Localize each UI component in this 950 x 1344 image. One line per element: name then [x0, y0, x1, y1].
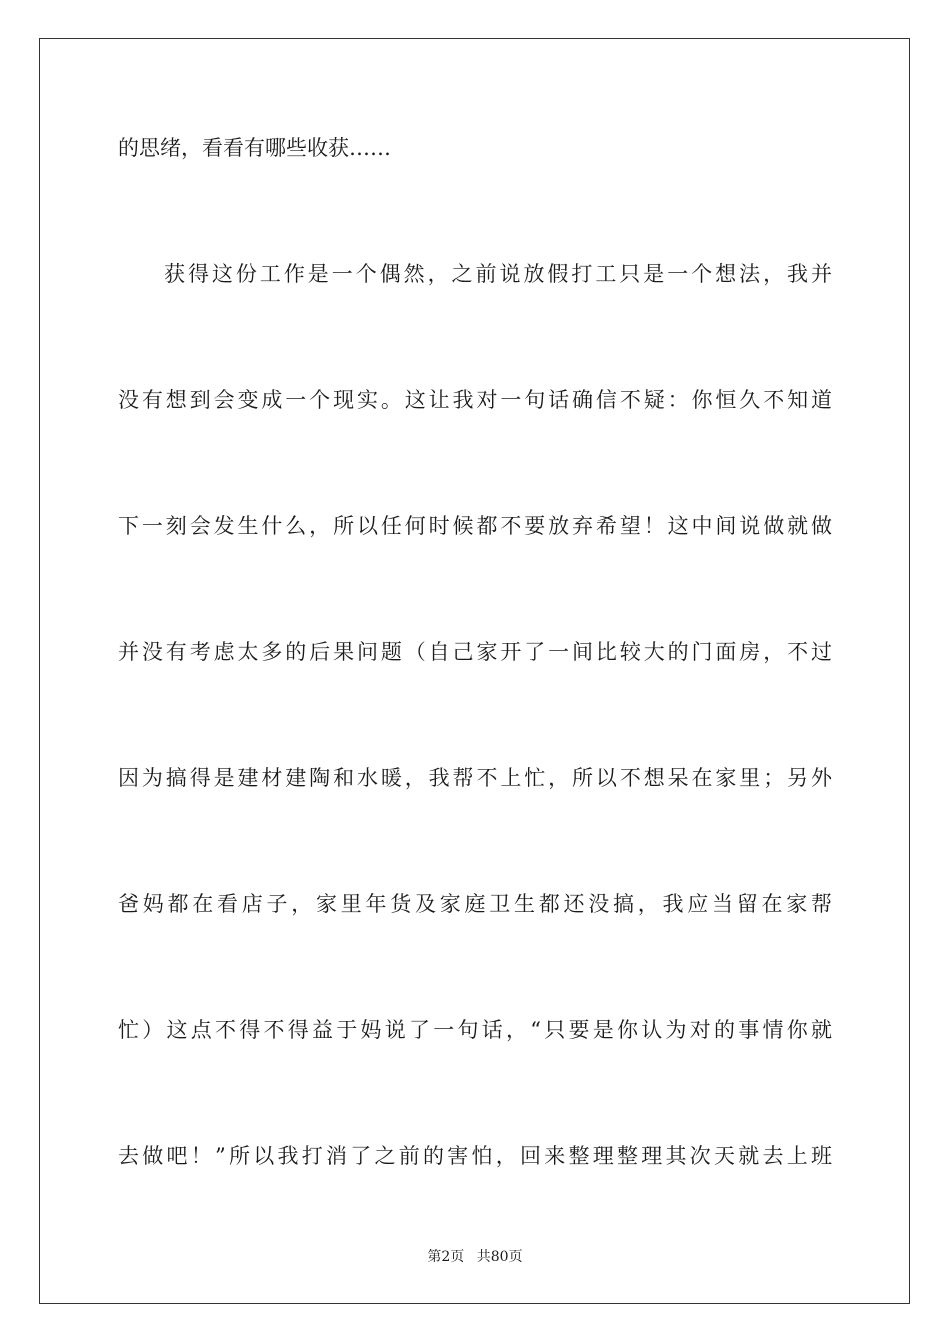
text-line-5: 并没有考虑太多的后果问题（自己家开了一间比较大的门面房，不过: [118, 640, 832, 664]
text-line-1: 的思绪，看看有哪些收获……: [118, 136, 391, 160]
text-line-8: 忙）这点不得不得益于妈说了一句话，“只要是你认为对的事情你就: [118, 1018, 832, 1042]
total-pages: 共80页: [476, 1249, 523, 1265]
text-line-3: 没有想到会变成一个现实。这让我对一句话确信不疑：你恒久不知道: [118, 388, 832, 412]
text-line-6: 因为搞得是建材建陶和水暖，我帮不上忙，所以不想呆在家里；另外: [118, 766, 832, 790]
text-line-7: 爸妈都在看店子，家里年货及家庭卫生都还没搞，我应当留在家帮: [118, 892, 832, 916]
text-line-4: 下一刻会发生什么，所以任何时候都不要放弃希望！这中间说做就做: [118, 514, 832, 538]
page-footer: [0, 1246, 950, 1266]
text-line-2: 获得这份工作是一个偶然，之前说放假打工只是一个想法，我并: [164, 262, 832, 286]
text-line-9: 去做吧！”所以我打消了之前的害怕，回来整理整理其次天就去上班: [118, 1144, 832, 1168]
page-number: 第2页: [427, 1249, 465, 1265]
page-frame: [39, 38, 910, 1304]
